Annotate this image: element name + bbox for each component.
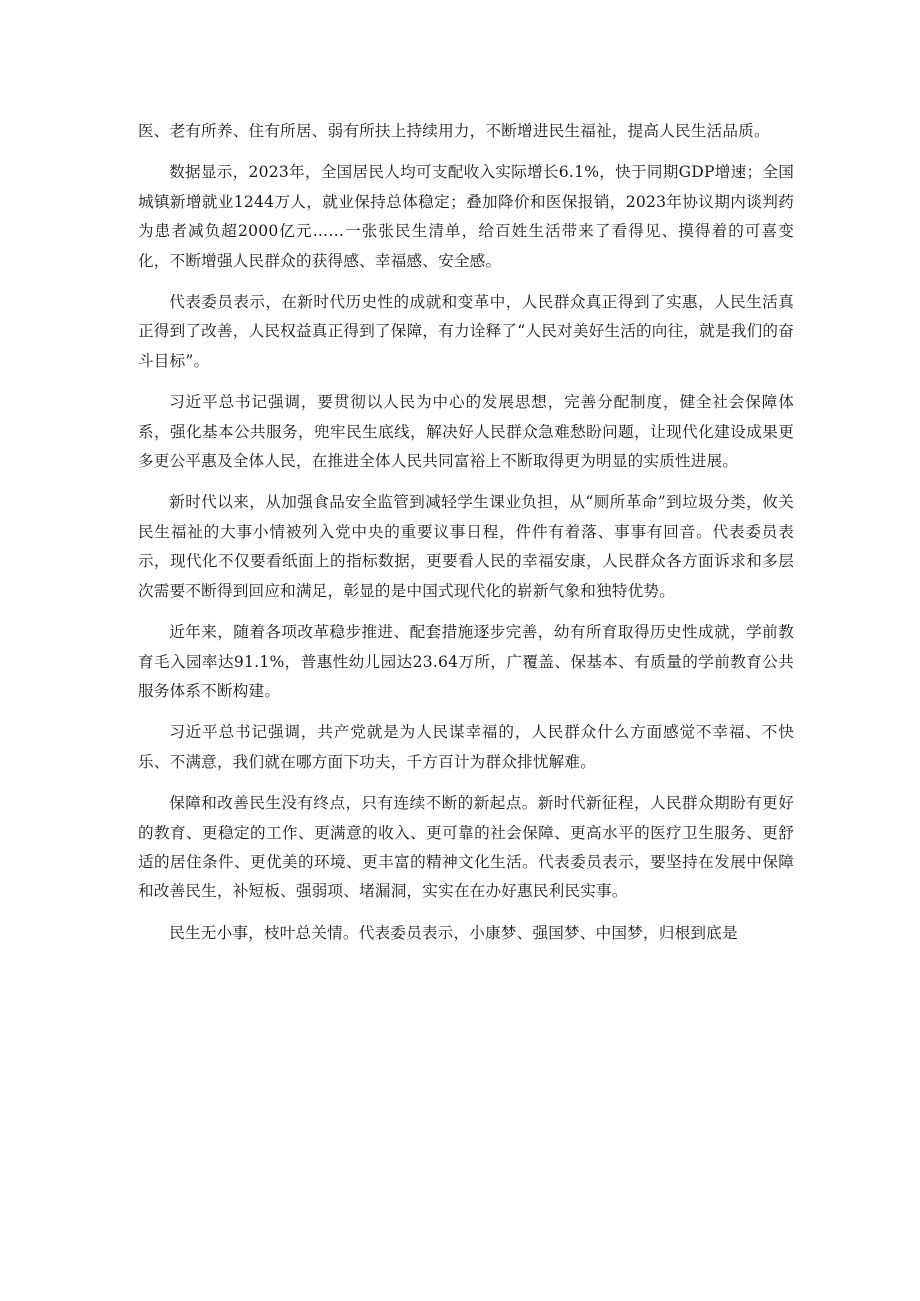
- paragraph-closing: 民生无小事，枝叶总关情。代表委员表示，小康梦、强国梦、中国梦，归根到底是: [169, 923, 738, 942]
- paragraph-income-data: 数据显示，2023年，全国居民人均可支配收入实际增长6.1%，快于同期GDP增速；全国城镇新增就业1244万人，就业保持总体稳定；叠加降价和医保报销，2023年协议期内谈判药为患者减负超2000亿元……一张张民生清单，给百姓生活带来了看得见、摸得着的可喜变化，不断增强人民群众的获得感、幸福感、安全感。: [138, 163, 794, 270]
- paragraph-new-era: 新时代以来，从加强食品安全监管到减轻学生课业负担，从“厕所革命”到垃圾分类，攸关民生福祉的大事小情被列入党中央的重要议事日程，件件有着落、事事有回音。代表委员表示，现代化不仅要看纸面上的指标数据，更要看人民的幸福安康，人民群众各方面诉求和多层次需要不断得到回应和满足，彰显的是中国式现代化的崭新气象和独特优势。: [138, 493, 794, 600]
- paragraph-xi-emphasis-2: 习近平总书记强调，共产党就是为人民谋幸福的，人民群众什么方面感觉不幸福、不快乐、不满意，我们就在哪方面下功夫，千方百计为群众排忧解难。: [138, 723, 794, 771]
- paragraph-continuation: 医、老有所养、住有所居、弱有所扶上持续用力，不断增进民生福祉，提高人民生活品质。: [138, 122, 770, 140]
- paragraph-representatives-view: 代表委员表示，在新时代历史性的成就和变革中，人民群众真正得到了实惠，人民生活真正得到了改善，人民权益真正得到了保障，有力诠释了“人民对美好生活的向往，就是我们的奋斗目标”。: [138, 293, 794, 370]
- document-body: [138, 117, 794, 960]
- paragraph-preschool: 近年来，随着各项改革稳步推进、配套措施逐步完善，幼有所育取得历史性成就，学前教育毛入园率达91.1%，普惠性幼儿园达23.64万所，广覆盖、保基本、有质量的学前教育公共服务体系不断构建。: [138, 623, 794, 700]
- paragraph-livelihood: 保障和改善民生没有终点，只有连续不断的新起点。新时代新征程，人民群众期盼有更好的教育、更稳定的工作、更满意的收入、更可靠的社会保障、更高水平的医疗卫生服务、更舒适的居住条件、更优美的环境、更丰富的精神文化生活。代表委员表示，要坚持在发展中保障和改善民生，补短板、强弱项、堵漏洞，实实在在办好惠民利民实事。: [138, 794, 794, 901]
- paragraph-xi-emphasis-1: 习近平总书记强调，要贯彻以人民为中心的发展思想，完善分配制度，健全社会保障体系，强化基本公共服务，兜牢民生底线，解决好人民群众急难愁盼问题，让现代化建设成果更多更公平惠及全体人民，在推进全体人民共同富裕上不断取得更为明显的实质性进展。: [138, 393, 794, 471]
